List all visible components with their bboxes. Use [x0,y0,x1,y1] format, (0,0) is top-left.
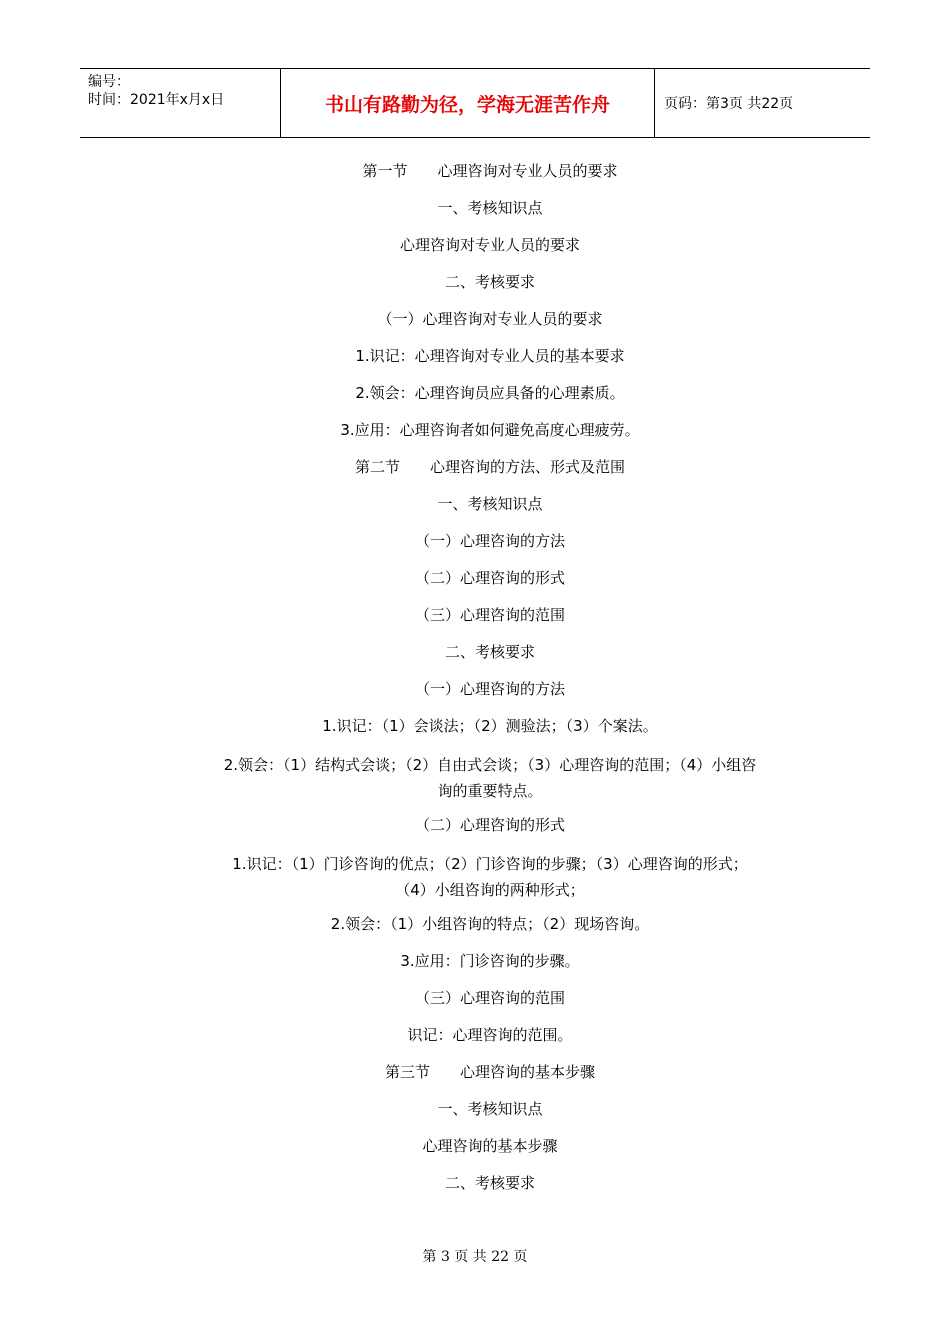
section-heading: 第二节 心理咨询的方法、形式及范围 [354,458,625,476]
subheading: 一、考核知识点 [437,495,543,513]
body-line: （三）心理咨询的范围 [414,989,565,1007]
body-line: （二）心理咨询的形式 [414,569,565,587]
header-page-info: 页码：第3页 共22页 [664,96,794,112]
body-line: 1.识记：（1）会谈法；（2）测验法；（3）个案法。 [322,717,658,735]
body-line: 3.应用：门诊咨询的步骤。 [400,952,580,970]
body-line: （二）心理咨询的形式 [414,816,565,834]
body-line: （一）心理咨询的方法 [414,680,565,698]
document-header [80,68,870,138]
body-line: 2.领会：心理咨询员应具备的心理素质。 [355,384,625,402]
body-line: 3.应用：心理咨询者如何避免高度心理疲劳。 [340,421,640,439]
header-meta [80,69,281,137]
subheading: 二、考核要求 [444,1174,535,1192]
body-line: （一）心理咨询的方法 [414,532,565,550]
body-line: 1.识记：心理咨询对专业人员的基本要求 [355,347,625,365]
header-motto: 书山有路勤为径，学海无涯苦作舟 [281,69,655,137]
document-body [170,160,810,1209]
subheading: 一、考核知识点 [437,199,543,217]
number-label: 编号： [88,74,130,90]
body-line: 心理咨询的基本步骤 [422,1137,558,1155]
page-footer: 第 3 页 共 22 页 [422,1249,528,1265]
section-heading: 第一节 心理咨询对专业人员的要求 [362,162,618,180]
body-line: （三）心理咨询的范围 [414,606,565,624]
body-line: 2.领会：（1）结构式会谈；（2）自由式会谈；（3）心理咨询的范围；（4）小组咨 询的重要特点。 [223,756,757,800]
time-label: 时间：2021年x月x日 [88,92,225,108]
subheading: 二、考核要求 [444,273,535,291]
body-line: 2.领会：（1）小组咨询的特点；（2）现场咨询。 [330,915,650,933]
body-line: 1.识记：（1）门诊咨询的优点；（2）门诊咨询的步骤；（3）心理咨询的形式； （4）小组咨询的两种形式； [232,855,748,899]
body-line: 心理咨询对专业人员的要求 [399,236,580,254]
section-heading: 第三节 心理咨询的基本步骤 [384,1063,595,1081]
subheading: 一、考核知识点 [437,1100,543,1118]
subheading: 二、考核要求 [444,643,535,661]
body-line: （一）心理咨询对专业人员的要求 [377,310,603,328]
body-line: 识记：心理咨询的范围。 [407,1026,573,1044]
